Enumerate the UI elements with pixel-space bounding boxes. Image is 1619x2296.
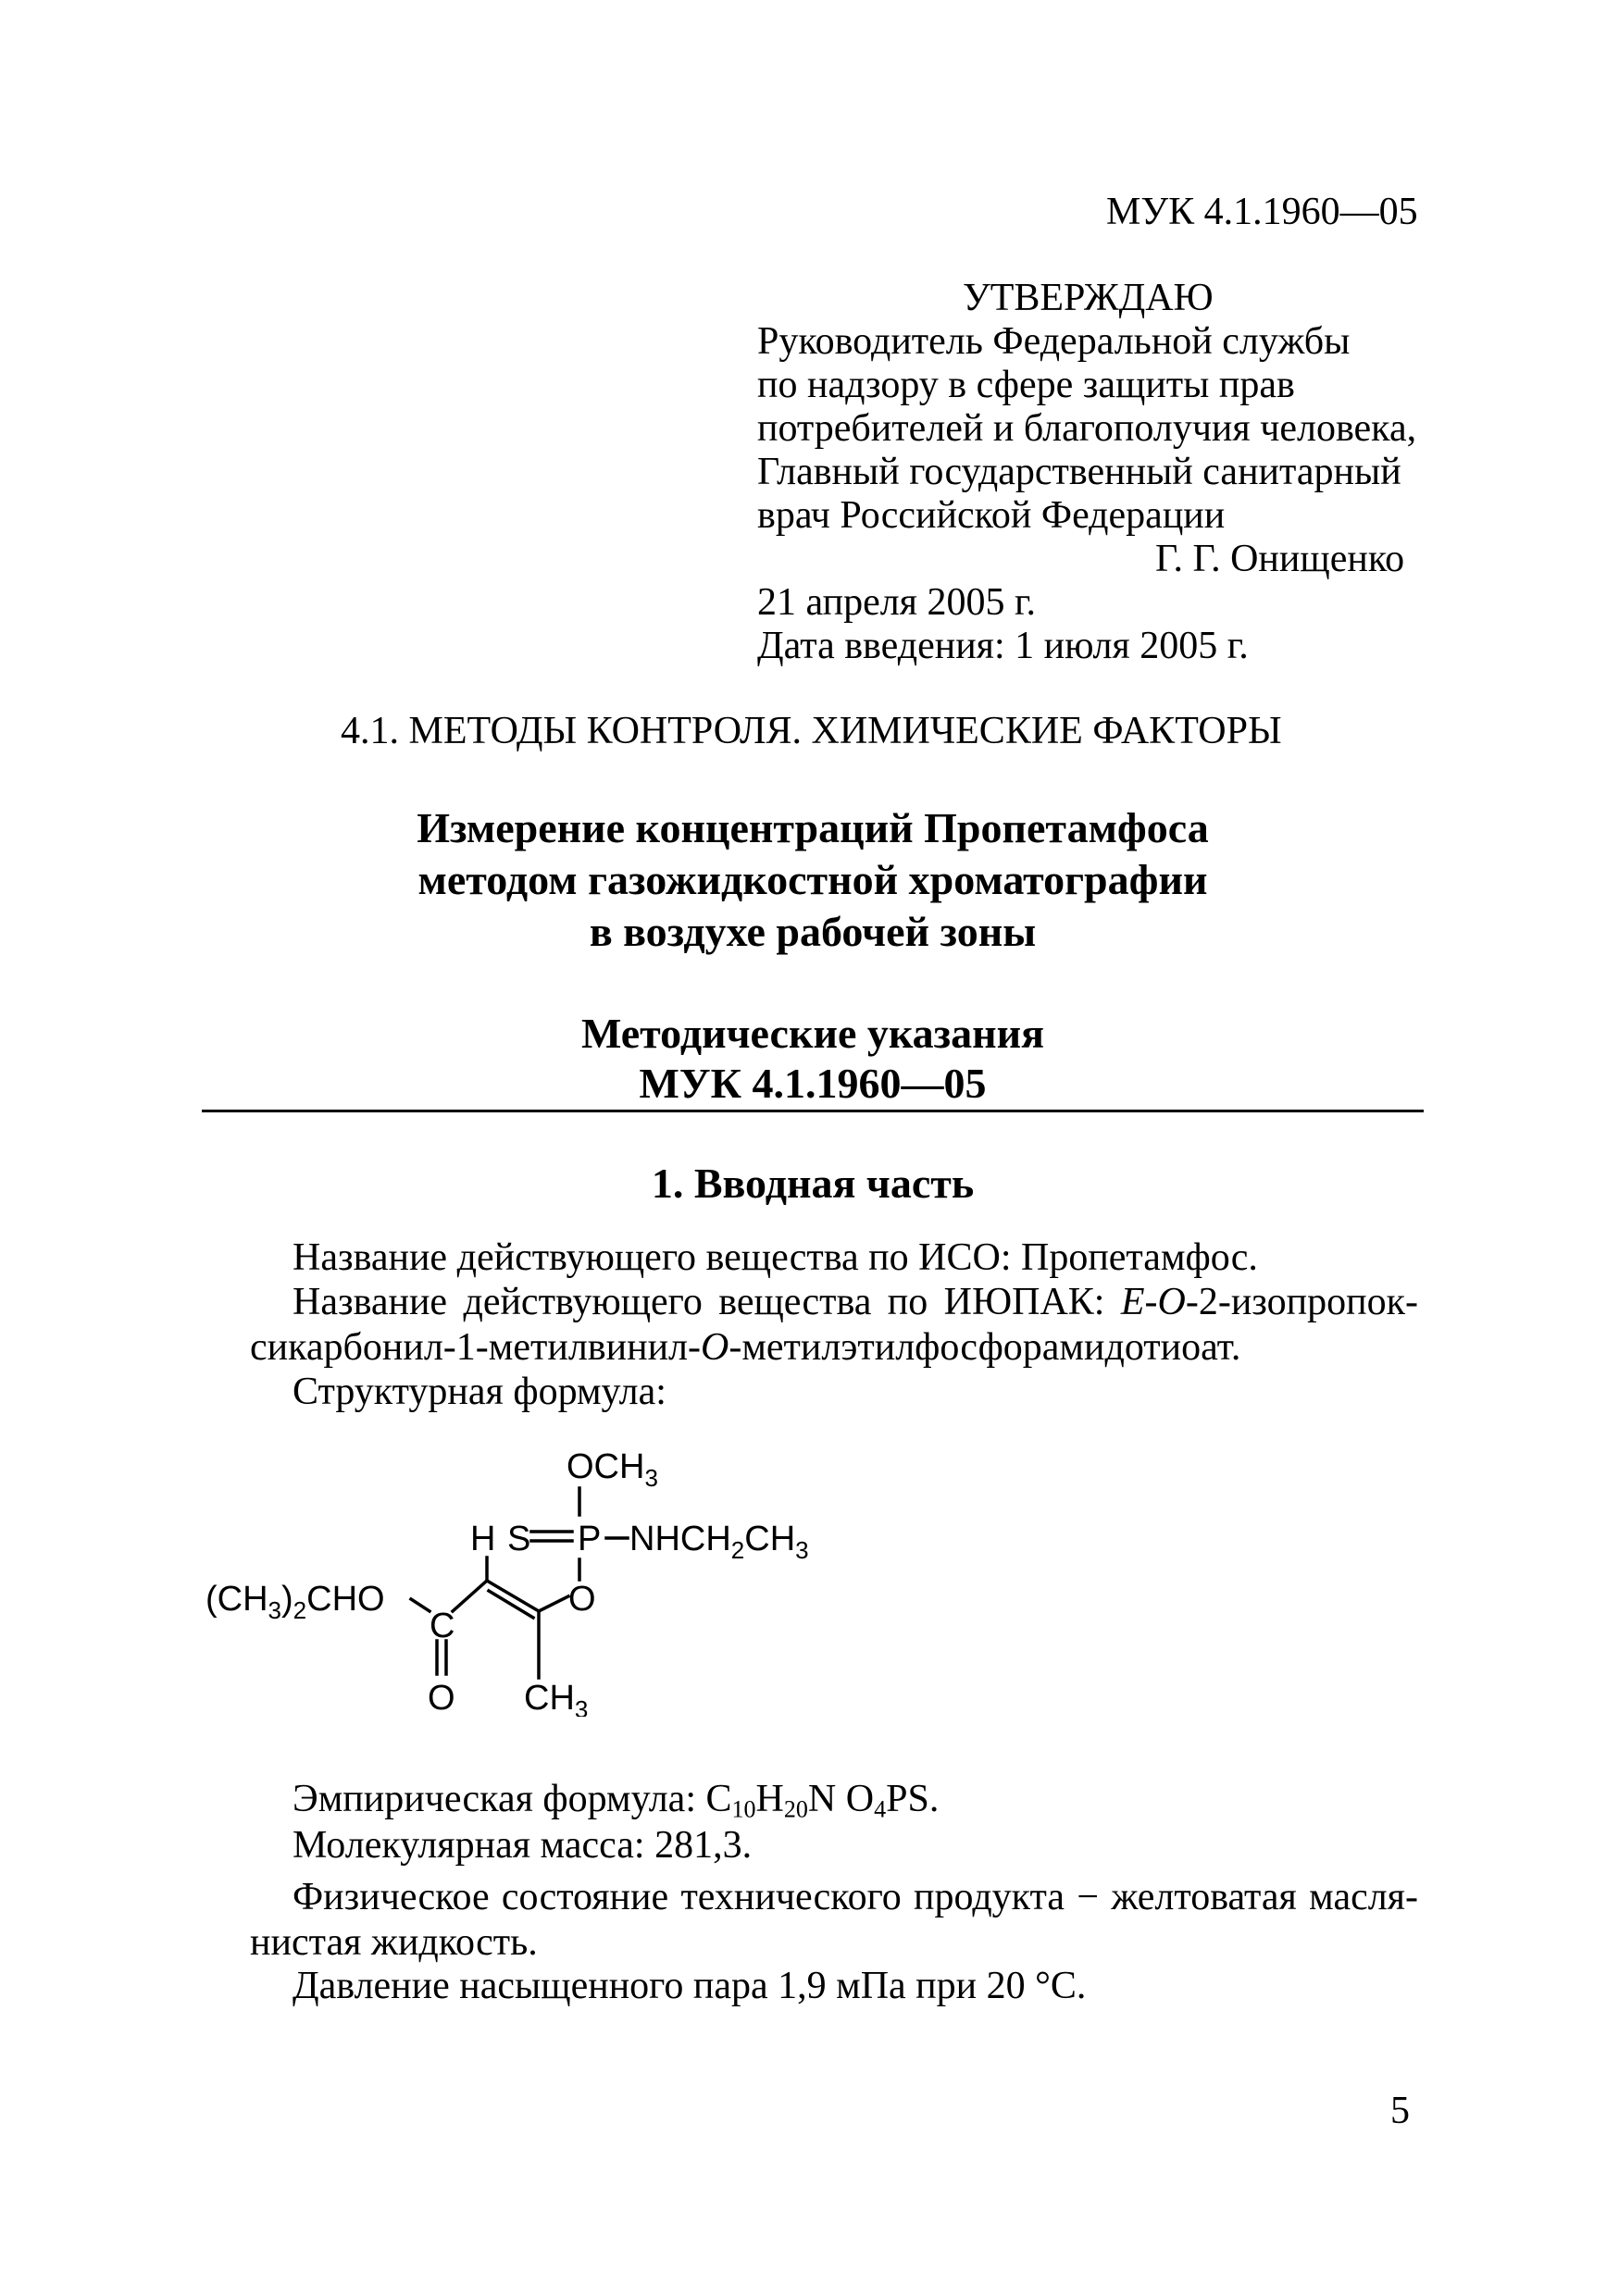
- document-code: МУК 4.1.1960—05: [1106, 191, 1418, 233]
- ch3-group: $CH_3$: [524, 1679, 589, 1717]
- bond-c-calpha: [453, 1581, 487, 1611]
- iupac-suffix: -метилэтилфосфорамидотиоат.: [729, 1326, 1241, 1369]
- h-atom: H: [470, 1520, 496, 1558]
- iupac-name: Название действующего вещества по ИЮПАК: E-O-2-изопропок-сикарбонил-1-метилвинил-O-метилэтилфосфорамидотиоат.: [250, 1281, 1418, 1369]
- document-subtitle-code: МУК 4.1.1960—05: [639, 1060, 987, 1107]
- page-number: 5: [1390, 2090, 1410, 2132]
- physical-state: Физическое состояние технического продукта − желтоватая масля-нистая жидкость.: [250, 1876, 1418, 1964]
- effective-date: Дата введения: 1 июля 2005 г.: [757, 625, 1249, 667]
- iupac-mid: -2-изопропок-сикарбонил-1-метилвинил-: [250, 1281, 1418, 1369]
- approval-line: врач Российской Федерации: [757, 494, 1226, 537]
- signatory-name: Г. Г. Онищенко: [1155, 538, 1405, 580]
- c-atom: C: [430, 1607, 455, 1645]
- approval-line: Руководитель Федеральной службы: [757, 320, 1351, 363]
- approval-title: УТВЕРЖДАЮ: [963, 277, 1214, 319]
- iupac-prefix: Название действующего вещества по ИЮПАК:: [293, 1281, 1121, 1323]
- structural-formula-label: Структурная формула:: [293, 1371, 666, 1413]
- vapor-pressure: Давление насыщенного пара 1,9 мПа при 20 °С.: [293, 1965, 1087, 2007]
- intro-heading: 1. Вводная часть: [651, 1160, 975, 1207]
- document-title-line: в воздухе рабочей зоны: [589, 908, 1037, 955]
- document-title-line: Измерение концентраций Пропетамфоса: [417, 804, 1209, 851]
- approval-line: Главный государственный санитарный: [757, 451, 1401, 493]
- empirical-label: Эмпирическая формула:: [293, 1778, 706, 1820]
- s-atom: S: [507, 1520, 531, 1558]
- approval-date: 21 апреля 2005 г.: [757, 581, 1036, 624]
- iupac-o2: O: [701, 1326, 729, 1369]
- isopropyl-group: $(CH_3)_2CHO$: [205, 1580, 385, 1624]
- iso-name: Название действующего вещества по ИСО: Пропетамфос.: [293, 1236, 1258, 1279]
- bond-c-o: [539, 1596, 568, 1611]
- och3-group: $OCH_3$: [567, 1447, 658, 1492]
- carbonyl-o-atom: O: [428, 1679, 455, 1717]
- structural-formula: [194, 1439, 861, 1717]
- approval-line: по надзору в сфере защиты прав: [757, 364, 1295, 406]
- iupac-o1: O: [1157, 1281, 1186, 1323]
- iupac-e: E: [1120, 1281, 1145, 1323]
- p-atom: P: [578, 1520, 602, 1558]
- nhch2ch3-group: $NHCH_2CH_3$: [629, 1520, 809, 1564]
- molar-mass: Молекулярная масса: 281,3.: [293, 1824, 753, 1867]
- document-subtitle: Методические указания: [580, 1010, 1045, 1057]
- title-divider: [202, 1110, 1424, 1112]
- document-title-line: методом газожидкостной хроматографии: [417, 856, 1208, 903]
- empirical-formula: Эмпирическая формула: $C_{10}H_{20}N$ $O_4PS$.: [293, 1778, 940, 1823]
- approval-line: потребителей и благополучия человека,: [757, 407, 1417, 450]
- bond-o-c: [411, 1599, 430, 1611]
- section-heading: 4.1. МЕТОДЫ КОНТРОЛЯ. ХИМИЧЕСКИЕ ФАКТОРЫ: [341, 710, 1282, 752]
- o-ring-atom: O: [568, 1580, 596, 1619]
